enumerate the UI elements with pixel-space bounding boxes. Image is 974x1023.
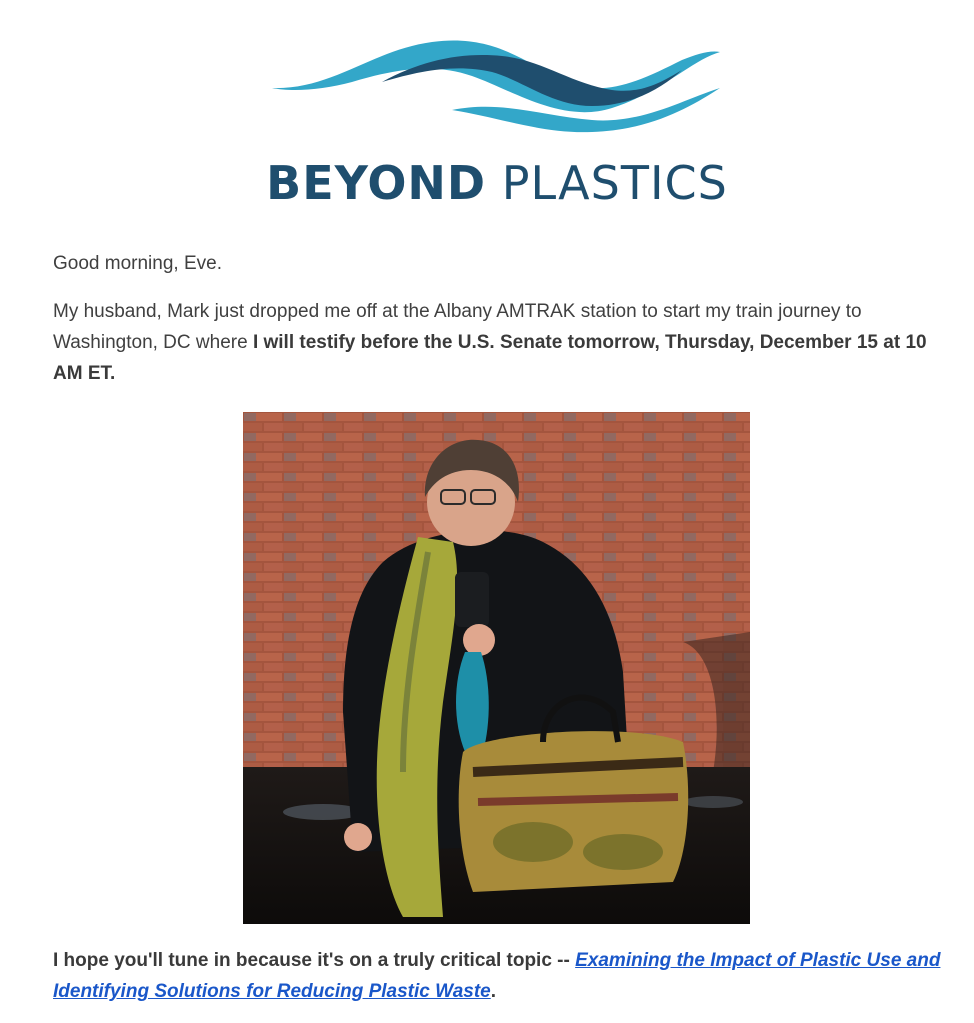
intro-paragraph bbox=[53, 296, 943, 389]
testimony-highlight: I will testify before the U.S. Senate tomorrow, Thursday, December 15 at 10 AM ET. bbox=[53, 332, 927, 384]
logo-word-plastics: PLASTICS bbox=[501, 156, 728, 210]
photo-of-woman-at-station-icon bbox=[243, 412, 750, 924]
station-photo[interactable] bbox=[243, 412, 750, 924]
email-body bbox=[53, 248, 943, 389]
beyond-plastics-logo[interactable] bbox=[262, 20, 732, 210]
closing-period: . bbox=[490, 981, 497, 1002]
closing-text: I hope you'll tune in because it's on a truly critical topic -- bbox=[53, 950, 576, 971]
logo-word-beyond: BEYOND bbox=[266, 156, 487, 210]
hearing-link[interactable]: Examining the Impact of Plastic Use and Identifying Solutions for Reducing Plastic Waste bbox=[53, 950, 941, 1002]
logo-wordmark bbox=[262, 156, 732, 210]
intro-text: My husband, Mark just dropped me off at the Albany AMTRAK station to start my train journey to Washington, DC where bbox=[53, 301, 862, 353]
wave-logo-icon bbox=[262, 20, 732, 140]
closing-paragraph bbox=[53, 945, 943, 1007]
greeting: Good morning, Eve. bbox=[53, 253, 222, 274]
